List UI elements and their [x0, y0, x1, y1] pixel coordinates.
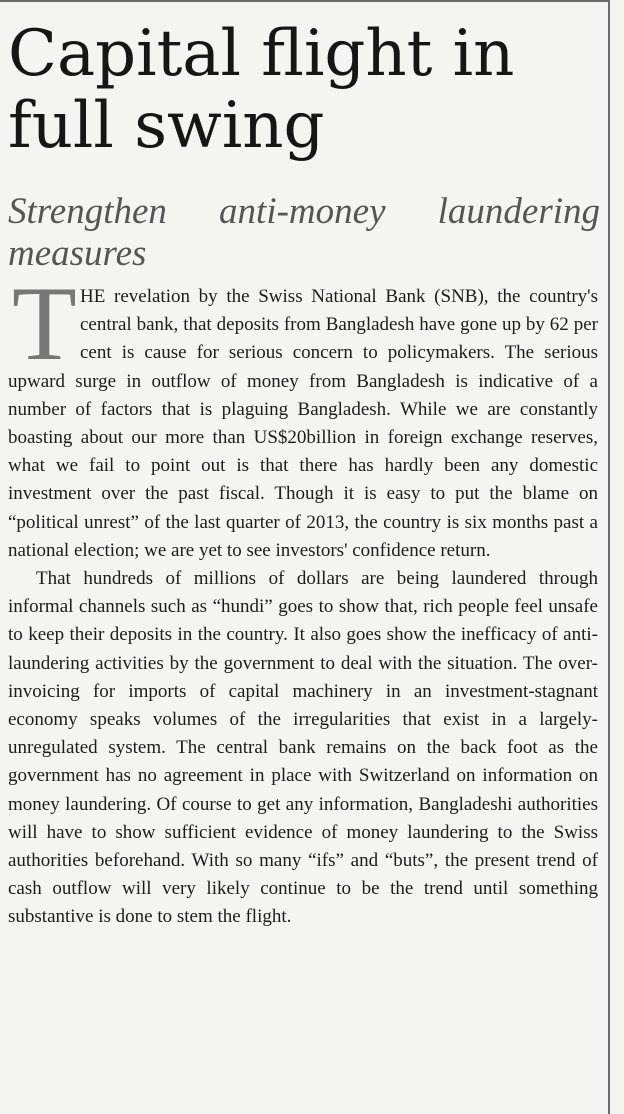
article-body [8, 265, 598, 932]
drop-cap: T [12, 265, 77, 382]
column-rule [608, 0, 610, 1114]
subheadline: Strengthen anti-money laundering measures [8, 191, 600, 274]
top-rule [0, 0, 610, 2]
paragraph-1 [8, 283, 598, 565]
paragraph-1-text: HE revelation by the Swiss National Bank (SNB), the country's central bank, that deposits from Bangladesh have gone up by 62 per cent is cause for serious concern to policymakers. The serious upward surge in outflow of money from Bangladesh is indicative of a number of factors that is plaguing Bangladesh. While we are constantly boasting about our more than US$20billion in foreign exchange reserves, what we fail to point out is that there has hardly been any domestic investment over the past fiscal. Though it is easy to put the blame on “political unrest” of the last quarter of 2013, the country is six months past a national election; we are yet to see investors' confidence return. [8, 286, 598, 561]
paragraph-2: That hundreds of millions of dollars are being laundered through informal channels such as “hundi” goes to show that, rich people feel unsafe to keep their deposits in the country. It also goes show the inefficacy of anti-laundering activities by the government to deal with the situation. The over-invoicing for imports of capital machinery in an investment-stagnant economy speaks volumes of the irregularities that exist in a largely-unregulated system. The central bank remains on the back foot as the government has no agreement in place with Switzerland on information on money laundering. Of course to get any information, Bangladeshi authorities will have to show sufficient evidence of money laundering to the Swiss authorities beforehand. With so many “ifs” and “buts”, the present trend of cash outflow will very likely continue to be the trend until something substantive is done to stem the flight. [8, 568, 598, 928]
headline: Capital flight in full swing [8, 17, 515, 163]
